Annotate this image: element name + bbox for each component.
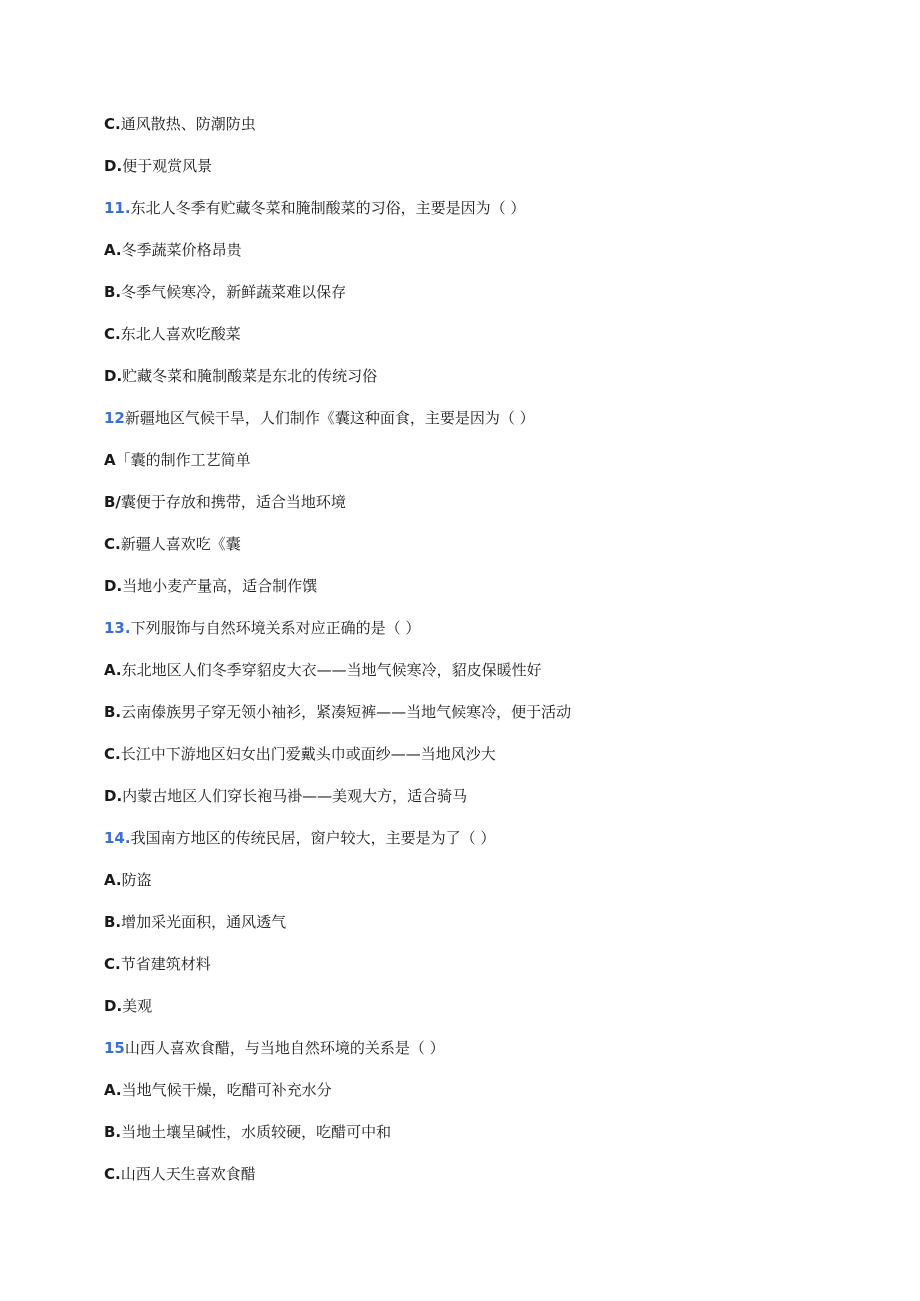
option-line [104, 364, 884, 406]
question-line [104, 616, 884, 658]
option-text: 山西人天生喜欢食醋 [120, 1165, 256, 1183]
option-line [104, 784, 884, 826]
option-text: 冬季气候寒冷，新鲜蔬菜难以保存 [121, 283, 347, 301]
option-line [104, 868, 884, 910]
option-text: 东北人喜欢吃酸菜 [120, 325, 241, 343]
option-letter: C. [104, 115, 121, 133]
option-letter: B. [104, 703, 122, 721]
option-line [104, 574, 884, 616]
option-letter: D. [104, 577, 123, 595]
option-letter: B/ [104, 493, 121, 511]
question-text: 我国南方地区的传统民居，窗户较大，主要是为了（ ） [130, 829, 496, 847]
option-line [104, 1120, 884, 1162]
option-line [104, 532, 884, 574]
option-line [104, 322, 884, 364]
option-line [104, 112, 884, 154]
option-text: 当地土壤呈碱性，水质较硬，吃醋可中和 [121, 1123, 392, 1141]
question-line [104, 1036, 884, 1078]
question-number: 13. [104, 619, 131, 637]
option-letter: A. [104, 871, 122, 889]
option-letter: A. [104, 1081, 122, 1099]
question-line [104, 196, 884, 238]
option-text: 增加采光面积，通风透气 [121, 913, 287, 931]
document-page [104, 112, 884, 1204]
option-letter: D. [104, 367, 123, 385]
question-number: 11. [104, 199, 131, 217]
option-letter: C. [104, 325, 121, 343]
option-text: 内蒙古地区人们穿长袍马褂——美观大方，适合骑马 [122, 787, 468, 805]
option-text: 云南傣族男子穿无领小袖衫，紧凑短裤——当地气候寒冷，便于活动 [121, 703, 572, 721]
question-text: 东北人冬季有贮藏冬菜和腌制酸菜的习俗，主要是因为（ ） [130, 199, 526, 217]
option-line [104, 1078, 884, 1120]
option-text: 东北地区人们冬季穿貂皮大衣——当地气候寒冷，貂皮保暖性好 [121, 661, 542, 679]
option-line [104, 658, 884, 700]
option-letter: B. [104, 283, 122, 301]
option-letter: D. [104, 157, 123, 175]
option-text: 贮藏冬菜和腌制酸菜是东北的传统习俗 [122, 367, 378, 385]
question-line [104, 826, 884, 868]
option-text: 囊便于存放和携带，适合当地环境 [120, 493, 346, 511]
option-letter: C. [104, 1165, 121, 1183]
option-text: 长江中下游地区妇女出门爱戴头巾或面纱——当地风沙大 [120, 745, 496, 763]
option-text: 防盗 [121, 871, 152, 889]
option-letter: C. [104, 745, 121, 763]
option-text: 便于观赏风景 [122, 157, 213, 175]
option-line [104, 1162, 884, 1204]
option-letter: C. [104, 955, 121, 973]
option-letter: D. [104, 997, 123, 1015]
option-line [104, 994, 884, 1036]
option-line [104, 154, 884, 196]
option-letter: A [104, 451, 116, 469]
option-line [104, 700, 884, 742]
option-line [104, 952, 884, 994]
option-text: 节省建筑材料 [120, 955, 211, 973]
question-text: 下列服饰与自然环境关系对应正确的是（ ） [130, 619, 421, 637]
option-text: 美观 [122, 997, 153, 1015]
option-line [104, 490, 884, 532]
option-text: 当地小麦产量高，适合制作馔 [122, 577, 318, 595]
option-letter: A. [104, 241, 122, 259]
option-text: 「囊的制作工艺简单 [115, 451, 251, 469]
option-line [104, 742, 884, 784]
option-letter: D. [104, 787, 123, 805]
option-letter: A. [104, 661, 122, 679]
question-line [104, 406, 884, 448]
option-line [104, 910, 884, 952]
option-text: 当地气候干燥，吃醋可补充水分 [121, 1081, 332, 1099]
option-text: 新疆人喜欢吃《囊 [120, 535, 241, 553]
question-text: 新疆地区气候干旱，人们制作《囊这种面食，主要是因为（ ） [124, 409, 535, 427]
option-letter: B. [104, 1123, 122, 1141]
question-number: 14. [104, 829, 131, 847]
option-text: 冬季蔬菜价格昂贵 [121, 241, 242, 259]
option-text: 通风散热、防潮防虫 [120, 115, 256, 133]
option-line [104, 448, 884, 490]
option-line [104, 238, 884, 280]
question-number: 12 [104, 409, 125, 427]
option-letter: B. [104, 913, 122, 931]
question-number: 15 [104, 1039, 125, 1057]
option-letter: C. [104, 535, 121, 553]
question-text: 山西人喜欢食醋，与当地自然环境的关系是（ ） [124, 1039, 445, 1057]
option-line [104, 280, 884, 322]
